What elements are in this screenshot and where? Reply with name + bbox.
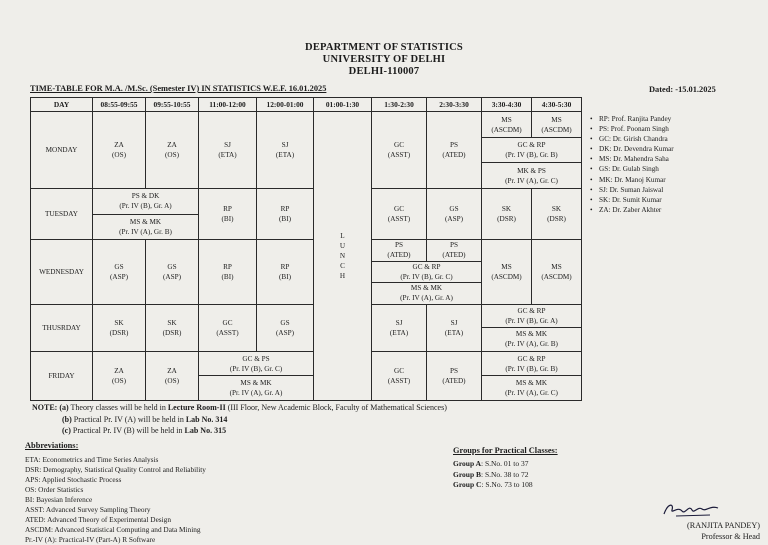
class-cell: SK (DSR) bbox=[93, 304, 146, 351]
practical-cell: MS & MK (Pr. IV (A), Gr. A) bbox=[199, 376, 314, 401]
class-cell: ZA (OS) bbox=[93, 112, 146, 189]
abbreviation-item: ETA: Econometrics and Time Series Analysis bbox=[25, 455, 159, 464]
signatory-title: Professor & Head bbox=[701, 532, 760, 541]
class-cell: PS (ATED) bbox=[427, 112, 482, 189]
legend-item: • PS: Prof. Poonam Singh bbox=[590, 124, 766, 134]
col-slot: 01:00-1:30 bbox=[314, 98, 372, 112]
group-item: Group C: S.No. 73 to 108 bbox=[453, 480, 533, 489]
lunch-break: L U N C H bbox=[314, 112, 372, 401]
timetable bbox=[30, 97, 582, 401]
class-cell: ZA (OS) bbox=[146, 112, 199, 189]
class-cell: GC (ASST) bbox=[372, 351, 427, 400]
abbreviation-item: ASCDM: Advanced Statistical Computing and Data Mining bbox=[25, 525, 201, 534]
class-cell: GC (ASST) bbox=[199, 304, 257, 351]
header-row bbox=[31, 98, 582, 112]
department-heading: DEPARTMENT OF STATISTICS bbox=[305, 42, 463, 53]
groups-heading: Groups for Practical Classes: bbox=[453, 446, 558, 455]
abbreviations-heading: Abbreviations: bbox=[25, 441, 79, 450]
day-tuesday: TUESDAY bbox=[31, 189, 93, 240]
class-cell: PS (ATED) bbox=[372, 240, 427, 261]
abbreviation-item: Pr.-IV (A): Practical-IV (Part-A) R Software bbox=[25, 535, 156, 544]
group-item: Group A: S.No. 01 to 37 bbox=[453, 459, 529, 468]
abbreviation-item: APS: Applied Stochastic Process bbox=[25, 475, 122, 484]
class-cell: ZA (OS) bbox=[146, 351, 199, 400]
class-cell: GS (ASP) bbox=[427, 189, 482, 240]
class-cell: SJ (ETA) bbox=[257, 112, 314, 189]
class-cell: GS (ASP) bbox=[146, 240, 199, 304]
legend-item: • ZA: Dr. Zaber Akhter bbox=[590, 205, 766, 215]
practical-cell: MS & MK (Pr. IV (A), Gr. B) bbox=[93, 214, 199, 240]
class-cell: SJ (ETA) bbox=[199, 112, 257, 189]
class-cell: RP (BI) bbox=[199, 189, 257, 240]
class-cell: SK (DSR) bbox=[146, 304, 199, 351]
abbreviations-list bbox=[25, 455, 206, 545]
class-cell: SK (DSR) bbox=[532, 189, 582, 240]
notes bbox=[32, 402, 447, 437]
note-a: NOTE: (a) Theory classes will be held in Lecture Room-II (III Floor, New Academic Block, Faculty of Mathematical Sciences) bbox=[32, 403, 447, 412]
col-slot: 11:00-12:00 bbox=[199, 98, 257, 112]
col-slot: 08:55-09:55 bbox=[93, 98, 146, 112]
legend-item: • GS: Dr. Gulab Singh bbox=[590, 164, 766, 174]
practical-cell: PS & DK (Pr. IV (B), Gr. A) bbox=[93, 189, 199, 215]
col-slot: 2:30-3:30 bbox=[427, 98, 482, 112]
city-heading: DELHI-110007 bbox=[348, 66, 420, 77]
class-cell: GC (ASST) bbox=[372, 112, 427, 189]
legend-item: • MS: Dr. Mahendra Saha bbox=[590, 154, 766, 164]
dated-label: Dated: -15.01.2025 bbox=[649, 85, 716, 94]
class-cell: GS (ASP) bbox=[257, 304, 314, 351]
practical-cell: MS & MK (Pr. IV (A), Gr. B) bbox=[482, 328, 582, 352]
col-slot: 4:30-5:30 bbox=[532, 98, 582, 112]
abbreviation-item: OS: Order Statistics bbox=[25, 485, 84, 494]
class-cell: MS (ASCDM) bbox=[482, 112, 532, 138]
col-slot: 09:55-10:55 bbox=[146, 98, 199, 112]
abbreviation-item: ATED: Advanced Theory of Experimental Design bbox=[25, 515, 171, 524]
groups-list bbox=[453, 459, 533, 491]
abbreviation-item: ASST: Advanced Survey Sampling Theory bbox=[25, 505, 151, 514]
abbreviation-item: BI: Bayesian Inference bbox=[25, 495, 93, 504]
practical-cell: MK & PS (Pr. IV (A), Gr. C) bbox=[482, 163, 582, 189]
practical-cell: GC & RP (Pr. IV (B), Gr. A) bbox=[482, 304, 582, 328]
practical-cell: GC & PS (Pr. IV (B), Gr. C) bbox=[199, 351, 314, 376]
note-b: (b) Practical Pr. IV (A) will be held in Lab No. 314 bbox=[62, 414, 228, 424]
practical-cell: GC & RP (Pr. IV (B), Gr. C) bbox=[372, 261, 482, 282]
practical-cell: GC & RP (Pr. IV (B), Gr. B) bbox=[482, 351, 582, 376]
university-heading: UNIVERSITY OF DELHI bbox=[322, 54, 446, 65]
class-cell: MS (ASCDM) bbox=[532, 112, 582, 138]
group-item: Group B: S.No. 38 to 72 bbox=[453, 469, 529, 479]
class-cell: SJ (ETA) bbox=[427, 304, 482, 351]
class-cell: RP (BI) bbox=[199, 240, 257, 304]
faculty-legend bbox=[590, 114, 766, 215]
day-monday: MONDAY bbox=[31, 112, 93, 189]
legend-item: • RP: Prof. Ranjita Pandey bbox=[590, 114, 766, 124]
signature-mark bbox=[662, 500, 722, 518]
day-friday: FRIDAY bbox=[31, 351, 93, 400]
day-thursday: THUSRDAY bbox=[31, 304, 93, 351]
class-cell: SK (DSR) bbox=[482, 189, 532, 240]
legend-item: • SK: Dr. Sumit Kumar bbox=[590, 195, 766, 205]
class-cell: RP (BI) bbox=[257, 240, 314, 304]
class-cell: PS (ATED) bbox=[427, 351, 482, 400]
abbreviation-item: DSR: Demography, Statistical Quality Control and Reliability bbox=[25, 465, 206, 474]
col-slot: 1:30-2:30 bbox=[372, 98, 427, 112]
class-cell: MS (ASCDM) bbox=[532, 240, 582, 304]
class-cell: GS (ASP) bbox=[93, 240, 146, 304]
col-day: DAY bbox=[31, 98, 93, 112]
col-slot: 3:30-4:30 bbox=[482, 98, 532, 112]
legend-item: • MK: Dr. Manoj Kumar bbox=[590, 175, 766, 185]
practical-cell: MS & MK (Pr. IV (A), Gr. C) bbox=[482, 376, 582, 401]
signatory-name: (RANJITA PANDEY) bbox=[687, 521, 760, 530]
note-c: (c) Practical Pr. IV (B) will be held in Lab No. 315 bbox=[62, 426, 227, 435]
practical-cell: MS & MK (Pr. IV (A), Gr. A) bbox=[372, 283, 482, 304]
practical-cell: GC & RP (Pr. IV (B), Gr. B) bbox=[482, 137, 582, 163]
class-cell: ZA (OS) bbox=[93, 351, 146, 400]
legend-item: • SJ: Dr. Suman Jaiswal bbox=[590, 185, 766, 195]
legend-item: • DK: Dr. Devendra Kumar bbox=[590, 144, 766, 154]
class-cell: PS (ATED) bbox=[427, 240, 482, 261]
day-wednesday: WEDNESDAY bbox=[31, 240, 93, 304]
legend-item: • GC: Dr. Girish Chandra bbox=[590, 134, 766, 144]
timetable-title: TIME-TABLE FOR M.A. /M.Sc. (Semester IV) IN STATISTICS W.E.F. 16.01.2025 bbox=[30, 84, 327, 93]
class-cell: GC (ASST) bbox=[372, 189, 427, 240]
class-cell: RP (BI) bbox=[257, 189, 314, 240]
col-slot: 12:00-01:00 bbox=[257, 98, 314, 112]
class-cell: SJ (ETA) bbox=[372, 304, 427, 351]
class-cell: MS (ASCDM) bbox=[482, 240, 532, 304]
signatory-block bbox=[600, 520, 760, 542]
